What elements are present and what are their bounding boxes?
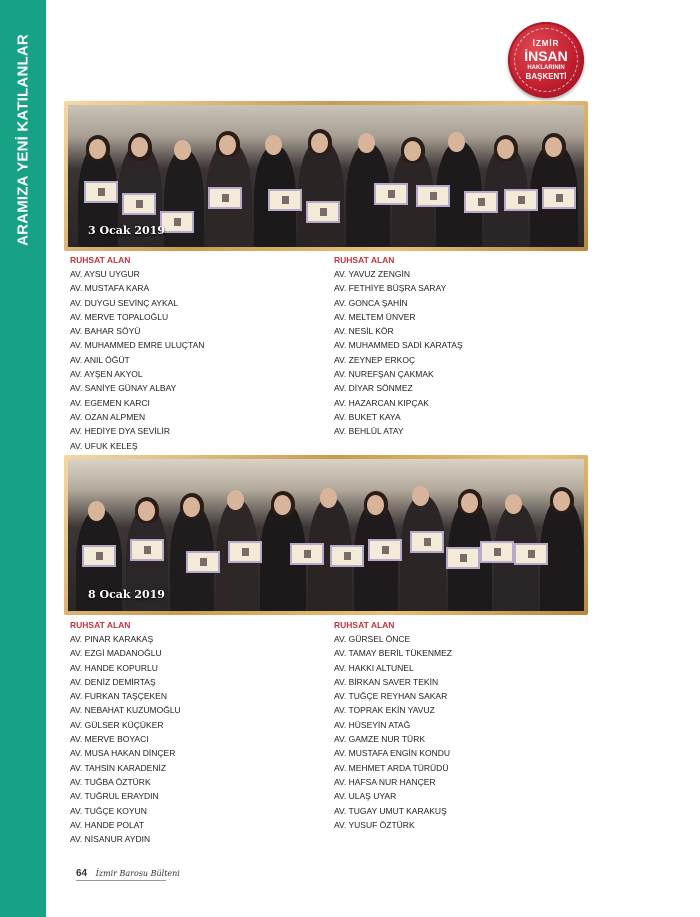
- photo-date-1: 3 Ocak 2019: [88, 224, 165, 237]
- certificate: [464, 191, 498, 213]
- name-row: AV. DİYAR SÖNMEZ: [334, 383, 413, 394]
- certificate: [504, 189, 538, 211]
- person-head: [183, 497, 200, 517]
- name-row: AV. HAZARCAN KIPÇAK: [334, 397, 429, 408]
- certificate: [130, 539, 164, 561]
- page-footer: [76, 868, 180, 879]
- name-row: AV. YUSUF ÖZTÜRK: [334, 819, 415, 830]
- seal-line-4: BAŞKENTİ: [525, 72, 567, 81]
- section1-right-column: [334, 253, 463, 439]
- certificate: [122, 193, 156, 215]
- name-row: AV. MERVE BOYACI: [70, 734, 149, 745]
- name-row: AV. MEHMET ARDA TÜRÜDÜ: [334, 762, 449, 773]
- certificate: [268, 189, 302, 211]
- certificate: [84, 181, 118, 203]
- person-head: [367, 495, 384, 515]
- name-row: AV. HANDE KOPURLU: [70, 662, 158, 673]
- person-head: [131, 137, 148, 157]
- name-row: AV. AYSU UYGUR: [70, 269, 140, 279]
- name-row: AV. FURKAN TAŞÇEKEN: [70, 691, 167, 702]
- name-row: AV. MUHAMMED SADİ KARATAŞ: [334, 340, 463, 351]
- person-head: [545, 137, 562, 157]
- name-row: AV. SANİYE GÜNAY ALBAY: [70, 383, 177, 394]
- name-row: AV. HAFSA NUR HANÇER: [334, 776, 436, 787]
- certificate: [374, 183, 408, 205]
- name-row: AV. UFUK KELEŞ: [70, 440, 138, 451]
- person-head: [497, 139, 514, 159]
- section2-right-column: [334, 618, 452, 832]
- group-photo-1: [68, 105, 584, 247]
- name-row: AV. TUĞRUL ERAYDIN: [70, 791, 159, 802]
- footer-divider: [76, 880, 166, 881]
- group-photo-2: [68, 459, 584, 611]
- name-row: AV. GÜRSEL ÖNCE: [334, 634, 411, 644]
- name-row: AV. AYŞEN AKYOL: [70, 369, 143, 380]
- name-row: AV. MELTEM ÜNVER: [334, 311, 416, 322]
- certificate: [514, 543, 548, 565]
- section1-left-column: [70, 253, 204, 453]
- person-head: [174, 140, 191, 160]
- certificate: [410, 531, 444, 553]
- person-head: [311, 133, 328, 153]
- name-row: AV. HÜSEYİN ATAĞ: [334, 719, 411, 730]
- name-row: AV. MUSA HAKAN DİNÇER: [70, 748, 176, 759]
- group-photo-frame-2: [64, 455, 588, 615]
- name-row: AV. NESİL KÖR: [334, 326, 394, 337]
- person-head: [412, 486, 429, 506]
- person-head: [358, 133, 375, 153]
- name-row: AV. BAHAR SÖYÜ: [70, 326, 141, 337]
- name-row: AV. EGEMEN KARCI: [70, 397, 150, 408]
- ruhsat-alan-heading: RUHSAT ALAN: [334, 255, 395, 265]
- name-row: AV. TOPRAK EKİN YAVUZ: [334, 705, 435, 716]
- certificate: [416, 185, 450, 207]
- name-row: AV. ANIL ÖĞÜT: [70, 354, 130, 365]
- person-head: [461, 493, 478, 513]
- certificate: [542, 187, 576, 209]
- person-head: [89, 139, 106, 159]
- person-head: [553, 491, 570, 511]
- seal-line-3: HAKLARININ: [527, 65, 565, 71]
- section-title: ARAMIZA YENİ KATILANLAR: [14, 34, 32, 246]
- certificate: [446, 547, 480, 569]
- name-row: AV. BUKET KAYA: [334, 411, 401, 422]
- name-row: AV. DENİZ DEMİRTAŞ: [70, 676, 156, 687]
- person: [400, 495, 446, 611]
- name-row: AV. ZEYNEP ERKOÇ: [334, 354, 416, 365]
- seal-line-1: İZMİR: [532, 39, 560, 48]
- name-row: AV. MUSTAFA ENGİN KONDU: [334, 748, 451, 759]
- name-row: AV. NEBAHAT KUZUMOĞLU: [70, 705, 181, 716]
- page-number: 64: [76, 868, 88, 879]
- izmir-seal-logo: [508, 22, 584, 98]
- name-row: AV. GAMZE NUR TÜRK: [334, 734, 425, 745]
- seal-line-2: İNSAN: [524, 48, 568, 64]
- name-row: AV. MERVE TOPALOĞLU: [70, 311, 169, 322]
- ruhsat-alan-heading: RUHSAT ALAN: [70, 255, 131, 265]
- name-row: AV. TUĞÇE REYHAN SAKAR: [334, 691, 448, 702]
- person-head: [227, 490, 244, 510]
- group-photo-frame-1: [64, 101, 588, 251]
- name-row: AV. DUYGU SEVİNÇ AYKAL: [70, 297, 179, 308]
- person-head: [274, 495, 291, 515]
- name-row: AV. MUSTAFA KARA: [70, 283, 150, 294]
- person-head: [219, 135, 236, 155]
- certificate: [160, 211, 194, 233]
- person-head: [88, 501, 105, 521]
- name-row: AV. HAKKI ALTUNEL: [334, 662, 414, 673]
- side-band: [0, 0, 46, 917]
- person-head: [505, 494, 522, 514]
- name-row: AV. PINAR KARAKAŞ: [70, 634, 154, 644]
- person-head: [138, 501, 155, 521]
- ruhsat-alan-heading: RUHSAT ALAN: [70, 620, 131, 630]
- certificate: [368, 539, 402, 561]
- photo-date-2: 8 Ocak 2019: [88, 588, 165, 601]
- certificate: [330, 545, 364, 567]
- person: [298, 139, 344, 247]
- name-row: AV. NUREFŞAN ÇAKMAK: [334, 369, 434, 380]
- certificate: [186, 551, 220, 573]
- name-row: AV. YAVUZ ZENGİN: [334, 269, 411, 279]
- name-row: AV. TUGAY UMUT KARAKUŞ: [334, 805, 447, 816]
- name-row: AV. HEDİYE DYA SEVİLİR: [70, 426, 170, 437]
- name-row: AV. BİRKAN SAVER TEKİN: [334, 676, 439, 687]
- name-row: AV. FETHİYE BÜŞRA SARAY: [334, 283, 447, 294]
- section2-left-column: [70, 618, 181, 846]
- name-row: AV. ULAŞ UYAR: [334, 791, 397, 802]
- certificate: [306, 201, 340, 223]
- name-row: AV. NİSANUR AYDIN: [70, 834, 151, 845]
- name-row: AV. TUĞÇE KOYUN: [70, 805, 147, 816]
- certificate: [208, 187, 242, 209]
- person-head: [320, 488, 337, 508]
- name-row: AV. TAMAY BERİL TÜKENMEZ: [334, 648, 452, 659]
- name-row: AV. TAHSİN KARADENİZ: [70, 762, 167, 773]
- name-row: AV. MUHAMMED EMRE ULUÇTAN: [70, 340, 205, 351]
- person-head: [404, 141, 421, 161]
- name-row: AV. GÜLSER KÜÇÜKER: [70, 719, 164, 730]
- ruhsat-alan-heading: RUHSAT ALAN: [334, 620, 395, 630]
- certificate: [480, 541, 514, 563]
- name-row: AV. HANDE POLAT: [70, 819, 145, 830]
- name-row: AV. TUĞBA ÖZTÜRK: [70, 776, 151, 787]
- person-head: [448, 132, 465, 152]
- name-row: AV. BEHLÜL ATAY: [334, 426, 404, 437]
- name-row: AV. EZGİ MADANOĞLU: [70, 648, 162, 659]
- person-head: [265, 135, 282, 155]
- name-row: AV. GONCA ŞAHİN: [334, 297, 408, 308]
- certificate: [228, 541, 262, 563]
- certificate: [290, 543, 324, 565]
- certificate: [82, 545, 116, 567]
- name-row: AV. OZAN ALPMEN: [70, 411, 146, 422]
- publication-title: İzmir Barosu Bülteni: [95, 869, 180, 878]
